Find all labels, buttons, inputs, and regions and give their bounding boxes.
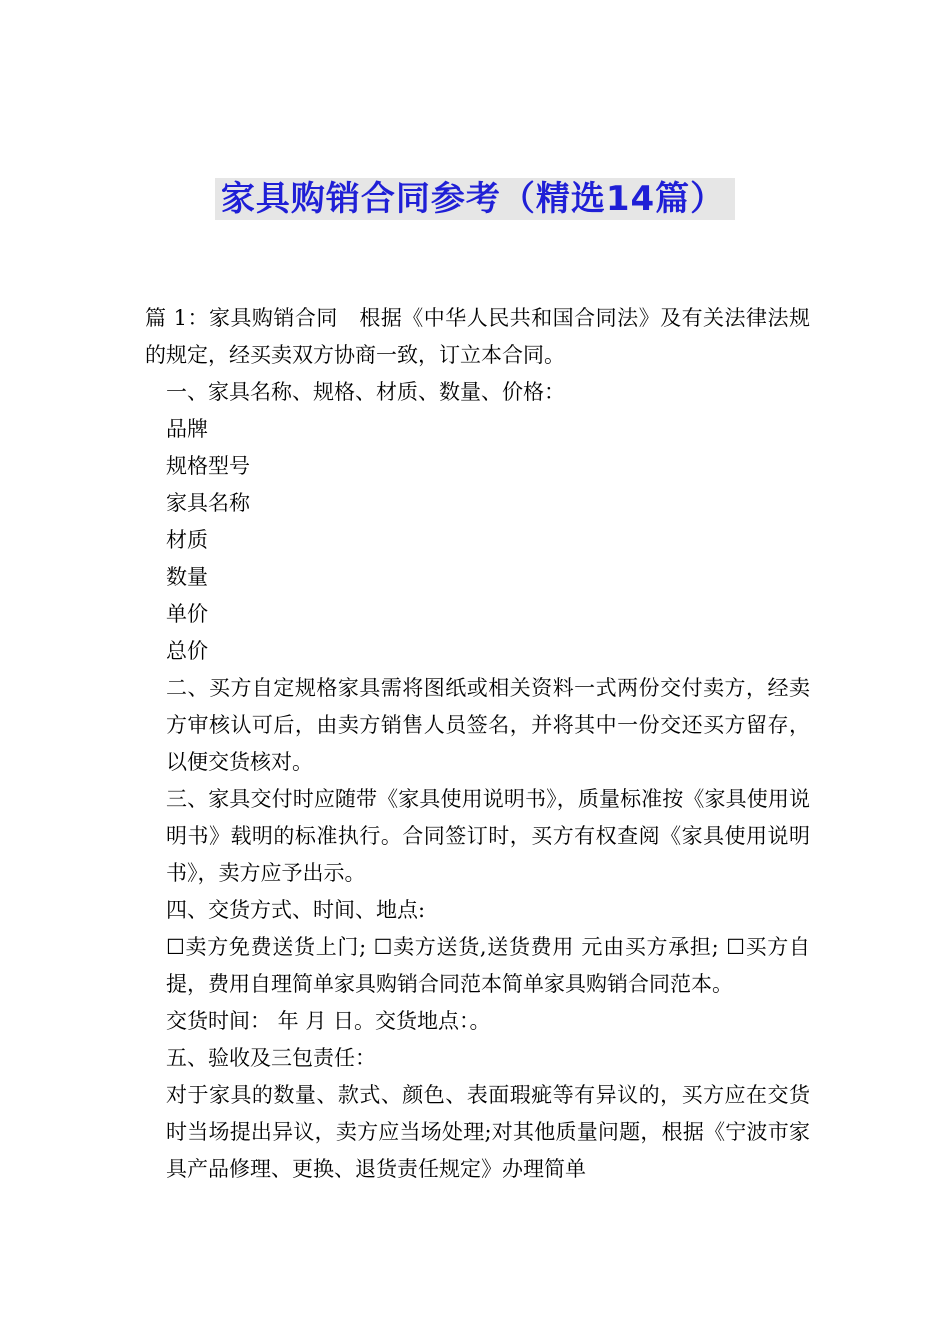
paragraph: 四、交货方式、时间、地点:	[166, 898, 426, 922]
paragraph: 家具名称	[166, 491, 250, 515]
paragraph: 数量	[166, 565, 208, 589]
paragraph: ☐卖方免费送货上门; ☐卖方送货,送货费用 元由买方承担; ☐买方自提，费用自理简单家具购销合同范本简单家具购销合同范本。	[166, 935, 810, 996]
paragraph: 五、验收及三包责任：	[166, 1046, 376, 1070]
paragraph: 规格型号	[166, 454, 250, 478]
paragraph: 材质	[166, 528, 208, 552]
paragraph: 一、家具名称、规格、材质、数量、价格：	[166, 380, 565, 404]
paragraph: 二、买方自定规格家具需将图纸或相关资料一式两份交付卖方，经卖方审核认可后，由卖方销售人员签名，并将其中一份交还买方留存，以便交货核对。	[166, 676, 810, 774]
paragraph: 总价	[166, 639, 208, 663]
document-title: 家具购销合同参考（精选14篇）	[215, 178, 735, 220]
paragraph: 交货时间： 年 月 日。交货地点：。	[166, 1009, 491, 1033]
paragraph: 单价	[166, 602, 208, 626]
paragraph: 对于家具的数量、款式、颜色、表面瑕疵等有异议的，买方应在交货时当场提出异议，卖方应当场处理;对其他质量问题，根据《宁波市家具产品修理、更换、退货责任规定》办理简单	[166, 1083, 810, 1181]
title-container	[0, 178, 950, 220]
paragraph: 三、家具交付时应随带《家具使用说明书》，质量标准按《家具使用说明书》载明的标准执行。合同签订时，买方有权查阅《家具使用说明书》，卖方应予出示。	[166, 787, 810, 885]
paragraph: 篇 1：家具购销合同 根据《中华人民共和国合同法》及有关法律法规的规定，经买卖双方协商一致，订立本合同。	[145, 306, 810, 367]
document-body	[145, 300, 810, 1188]
paragraph: 品牌	[166, 417, 208, 441]
